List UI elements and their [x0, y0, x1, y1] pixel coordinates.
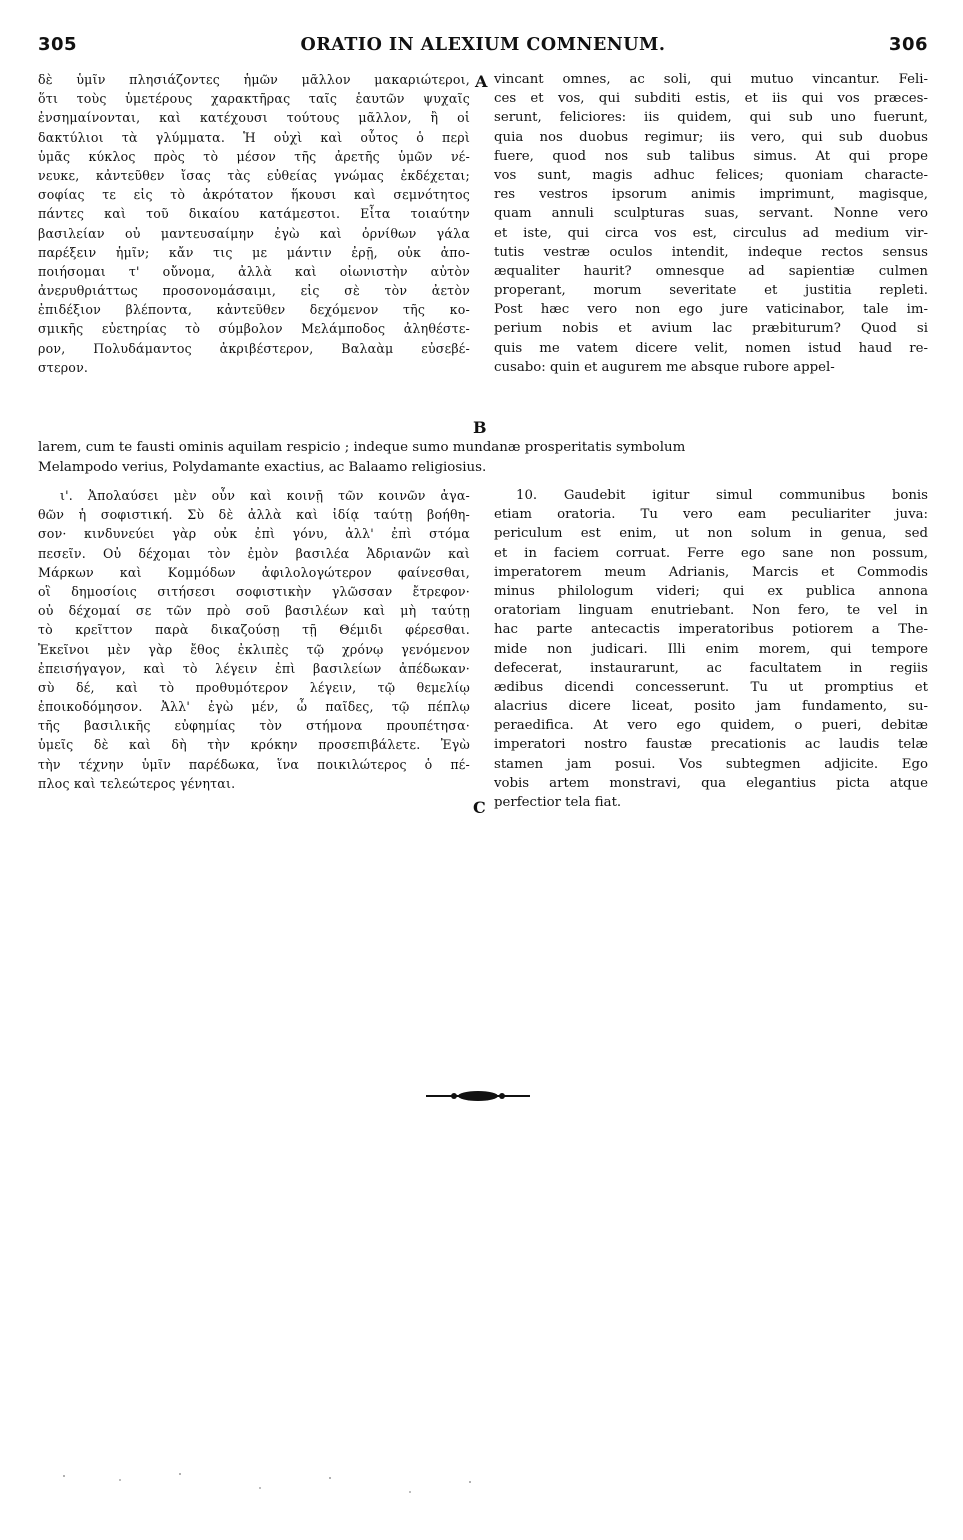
greek-column-part-1 — [38, 70, 470, 377]
scan-specks — [60, 1470, 480, 1500]
text-line: τὸ κρεῖττον παρὰ δικαζούσῃ τῇ Θέμιδι φέρεσθαι. — [38, 622, 470, 638]
text-line: στερον. — [38, 359, 89, 375]
text-line: παρέξειν ἡμῖν; κἄν τις με μάντιν ἐρῇ, οὐκ ἀπο- — [38, 244, 470, 260]
text-line: properant, morum severitate et justitia repleti. — [494, 283, 928, 299]
text-line: et in faciem corruat. Ferre ego sane non possum, — [494, 545, 928, 561]
text-line: δακτύλιοι τὰ γλύμματα. Ἡ οὐχὶ καὶ οὗτος ὁ περὶ — [38, 129, 470, 145]
text-line: ἐπεισήγαγον, καὶ τὸ λέγειν ἐπὶ βασιλείων ἀπέδωκαν· — [38, 660, 470, 676]
text-line: vincant omnes, ac soli, qui mutuo vincantur. Feli- — [494, 72, 928, 87]
end-ornament — [426, 1088, 530, 1104]
text-line: 10. Gaudebit igitur simul communibus bonis — [516, 488, 928, 503]
text-line: τὴν τέχνην ὑμῖν παρέδωκα, ἵνα ποικιλώτερος ὁ πέ- — [38, 756, 470, 772]
latin-column-part-1 — [494, 70, 928, 377]
text-line: periculum est enim, ut non solum in genua, sed — [494, 526, 928, 542]
running-title: ORATIO IN ALEXIUM COMNENUM. — [300, 35, 666, 55]
text-line: σὺ δέ, καὶ τὸ προθυμότερον λέγειν, τῷ θεμελίῳ — [38, 679, 470, 695]
text-line: ὅτι τοὺς ὑμετέρους χαρακτῆρας ταῖς ἑαυτῶν ψυχαῖς — [38, 91, 470, 107]
right-page-number: 306 — [888, 34, 928, 55]
text-line: tutis vestræ oculos intendit, indeque rectos sensus — [494, 244, 928, 260]
text-line: mide non judicari. Illi enim morem, qui tempore — [494, 641, 928, 657]
text-line: οὐ δέχομαί σε τῶν πρὸ σοῦ βασιλέων καὶ μὴ ταύτῃ — [38, 603, 470, 619]
text-line: et iste, qui circa vos est, circulus ad medium vir- — [494, 225, 928, 241]
ornament-dot-left — [451, 1093, 457, 1099]
text-line: defecerat, instaurarunt, ac facultatem in regiis — [494, 660, 928, 676]
text-line: hac parte antecactis imperatoribus potiorem a The- — [494, 622, 928, 638]
text-line: οἳ δημοσίοις σιτήσεσι σοφιστικὴν γλῶσσαν ἔτρεφον· — [38, 583, 470, 599]
text-line: τῆς βασιλικῆς εὐφημίας τὸν στήμονα προυπέτησα· — [38, 718, 470, 734]
text-line: Μάρκων καὶ Κομμόδων ἀφιλολογώτερον φαίνεσθαι, — [38, 564, 470, 580]
text-line: ἐποικοδόμησον. Ἀλλ' ἐγὼ μέν, ὦ παῖδες, τῷ πέπλῳ — [38, 699, 470, 715]
text-line: ρον, Πολυδάμαντος ἀκριβέστερον, Βαλαὰμ εὐσεβέ- — [38, 340, 470, 356]
ornament-center — [458, 1091, 498, 1101]
text-line: ἐνσημαίνονται, καὶ κατέχουσι τούτους μᾶλλον, ἢ οἱ — [38, 110, 470, 126]
text-line: σον· κινδυνεύει γὰρ οὐκ ἐπὶ γόνυ, ἀλλ' ἐπὶ στόμα — [38, 526, 470, 542]
text-line: δὲ ὑμῖν πλησιάζοντες ἡμῶν μᾶλλον μακαριώτεροι, — [38, 72, 470, 87]
text-line: vos sunt, magis adhuc felices; quoniam characte- — [494, 167, 928, 183]
text-line: ὑμᾶς κύκλος πρὸς τὸ μέσον τῆς ἀρετῆς ὑμῶν νέ- — [38, 148, 470, 164]
text-line: πεσεῖν. Οὐ δέχομαι τὸν ἐμὸν βασιλέα Ἀδριανῶν καὶ — [38, 545, 470, 561]
text-line: θῶν ἡ σοφιστική. Σὺ δὲ ἀλλὰ καὶ ἰδίᾳ ταύτῃ βοήθη- — [38, 507, 470, 523]
text-line: stamen jam posui. Vos subtegmen adjicite. Ego — [494, 756, 928, 772]
text-line: ὑμεῖς δὲ καὶ δὴ τὴν κρόκην προσεπιβάλετε. Ἐγὼ — [38, 737, 470, 753]
text-line: ποιήσομαι τ' οὔνομα, ἀλλὰ καὶ οἰωνιστὴν αὐτὸν — [38, 263, 470, 279]
text-line: σμικῆς εὐετηρίας τὸ σύμβολον Μελάμποδος ἀληθέστε- — [38, 321, 470, 337]
greek-column-part-2 — [38, 486, 470, 793]
latin-column-part-2 — [494, 486, 928, 812]
margin-marker-b: B — [473, 418, 487, 437]
full-width-line: Melampodo verius, Polydamante exactius, ac Balaamo religiosius. — [38, 460, 487, 475]
text-line: alacrius dicere liceat, posito jam fundamento, su- — [494, 699, 928, 715]
text-line: quis me vatem dicere velit, nomen istud haud re- — [494, 340, 928, 356]
text-line: ἀνερυθριάττως προσονομάσαιμι, εἰς σὲ τὸν ἀετὸν — [38, 283, 470, 299]
text-line: πλος καὶ τελεώτερος γένηται. — [38, 775, 236, 791]
text-line: minus philologum videri; qui ex publica annona — [494, 583, 928, 599]
text-line: oratoriam linguam enutriebant. Non fero, te vel in — [494, 603, 928, 619]
text-line: imperatorem meum Adrianis, Marcis et Commodis — [494, 564, 928, 580]
text-line: perfectior tela fiat. — [494, 795, 622, 810]
text-line: ι'. Ἀπολαύσει μὲν οὖν καὶ κοινῇ τῶν κοινῶν ἀγα- — [60, 488, 470, 503]
text-line: etiam oratoria. Tu vero eam peculiariter juva: — [494, 507, 928, 523]
text-line: perium nobis et avium lac præbiturum? Quod si — [494, 321, 928, 337]
text-line: cusabo: quin et augurem me absque rubore appel- — [494, 359, 835, 375]
page-header — [38, 34, 928, 60]
full-width-line: larem, cum te fausti ominis aquilam respicio ; indeque sumo mundanæ prosperitatis symbolum — [38, 440, 686, 455]
left-page-number: 305 — [38, 34, 78, 55]
text-line: quia nos duobus regimur; iis vero, qui sub duobus — [494, 129, 928, 145]
text-line: σοφίας τε εἰς τὸ ἀκρότατον ἥκουσι καὶ σεμνότητος — [38, 187, 470, 203]
text-line: res vestros ipsorum animis imprimunt, magisque, — [494, 187, 928, 203]
text-line: fuere, quod nos sub talibus simus. At qui prope — [494, 148, 928, 164]
text-line: Post hæc vero non ego jure vaticinabor, tale im- — [494, 302, 928, 318]
text-line: ces et vos, qui subditi estis, et iis qui vos præces- — [494, 91, 928, 107]
ornament-dot-right — [499, 1093, 505, 1099]
text-line: ἐπιδέξιον βλέποντα, κἀντεῦθεν δεχόμενον τῆς κο- — [38, 302, 470, 318]
text-line: serunt, feliciores: iis quidem, qui sub uno fuerunt, — [494, 110, 928, 126]
text-line: βασιλείαν οὐ μαντευσαίμην ἐγὼ καὶ ὀρνίθων γάλα — [38, 225, 470, 241]
text-line: æqualiter haurit? omnesque ad sapientiæ culmen — [494, 263, 928, 279]
margin-marker-a: A — [475, 72, 488, 91]
margin-marker-c: C — [473, 798, 486, 817]
text-line: Ἐκεῖνοι μὲν γὰρ ἔθος ἐκλιπὲς τῷ χρόνῳ γενόμενον — [38, 641, 470, 657]
text-line: peraedifica. At vero ego quidem, o pueri, debitæ — [494, 718, 928, 734]
text-line: ædibus dicendi concesserunt. Tu ut promptius et — [494, 679, 928, 695]
text-line: vobis artem monstravi, qua elegantius picta atque — [494, 775, 928, 791]
text-line: imperatori nostro faustæ precationis ac laudis telæ — [494, 737, 928, 753]
text-line: quam annuli sculpturas suas, servant. Nonne vero — [494, 206, 928, 222]
text-line: πάντες καὶ τοῦ δικαίου κατάμεστοι. Εἶτα τοιαύτην — [38, 206, 470, 222]
text-line: νευκε, κἀντεῦθεν ἴσας τὰς εὐθείας γνώμας ἐκδέχεται; — [38, 167, 470, 183]
